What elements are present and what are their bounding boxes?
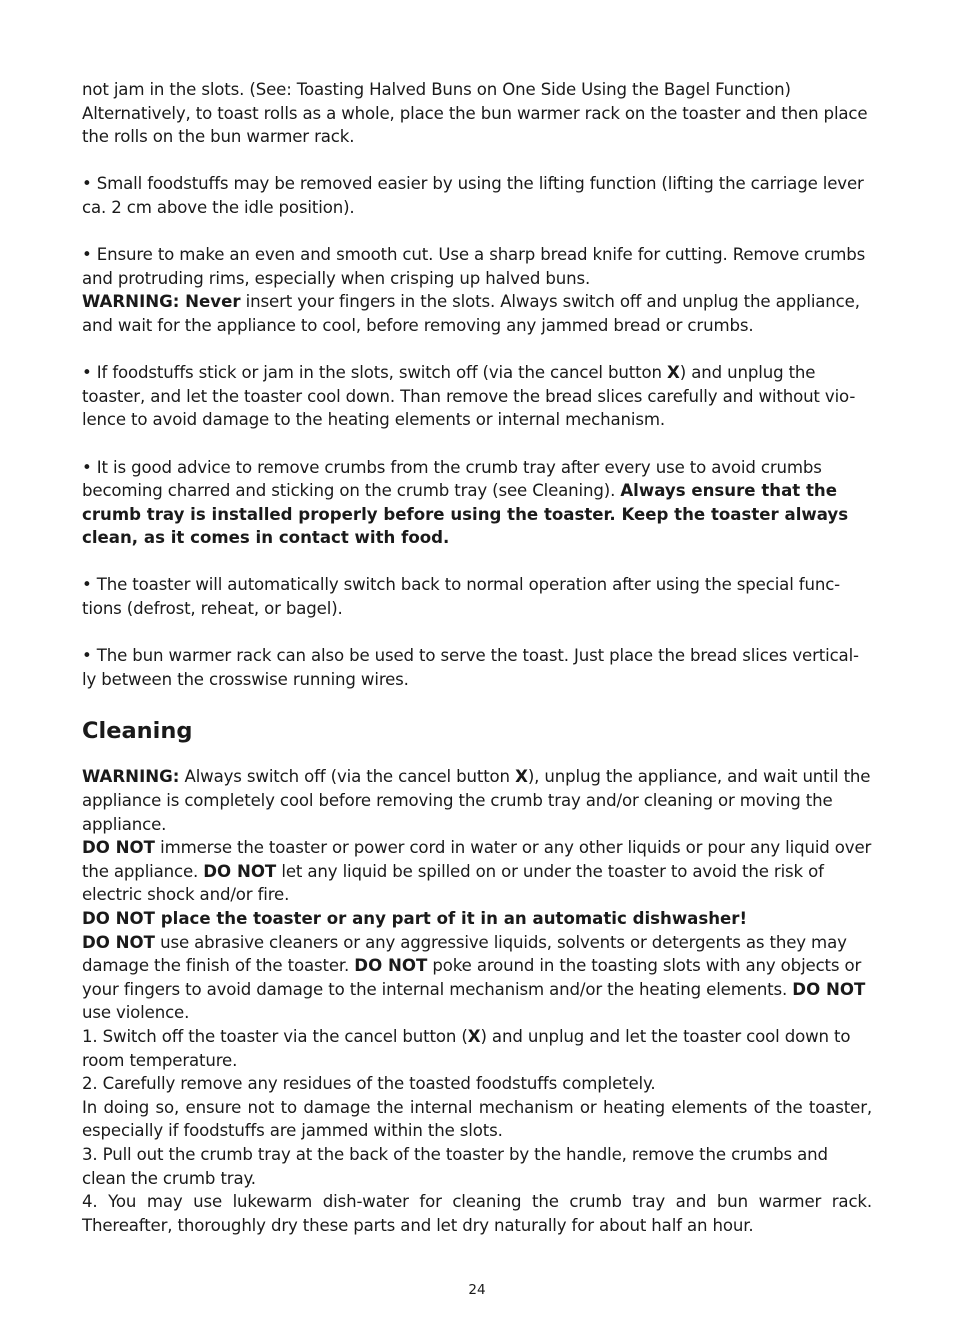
cleaning-step-2-note: In doing so, ensure not to damage the internal mechanism or heating elements of the toaster, especially if foodstuffs are jammed within the slots. [82,1097,872,1141]
jam-text-b: ) and unplug the toaster, and let the toaster cool down. Than remove the bread slices carefully and without vio-lence to avoid damage to the heating elements or internal mechanism. [82,363,856,430]
do-not-label: DO NOT [82,932,155,952]
cleaning-step-3: 3. Pull out the crumb tray at the back of the toaster by the handle, remove the crumbs and clean the crumb tray. [82,1144,828,1188]
intro-paragraph [82,78,872,149]
page-number: 24 [468,1282,486,1298]
warning-never-text: insert your fingers in the slots. Always switch off and unplug the appliance, and wait for the appliance to cool, before removing any jammed bread or crumbs. [82,292,860,335]
abrasive-text-a: use abrasive cleaners or any aggressive liquids, solvents or detergents as they may damage the finish of the toaster. [82,932,847,976]
cleaning-step-1 [82,1025,872,1072]
crumbs-bold-warning: Always ensure that the crumb tray is installed properly before using the toaster. Keep the toaster always clean, as it comes in contact with food. [82,481,849,548]
warning-never-label: WARNING: Never [82,292,241,312]
cleaning-heading: Cleaning [82,718,193,745]
cancel-button-x-symbol: X [666,363,680,383]
do-not-label: DO NOT [792,979,866,999]
cleaning-warning-text-a: Always switch off (via the cancel button [179,767,516,787]
step1-text-b: ) and unplug and let the toaster cool down to room temperature. [82,1026,851,1070]
do-not-abrasive [82,931,872,1025]
bullet-even-cut [82,243,872,337]
do-not-label: DO NOT [203,861,277,881]
crumbs-text: • It is good advice to remove crumbs from the crumb tray after every use to avoid crumbs becoming charred and sticking on the crumb tray (see Cleaning). [82,457,822,501]
do-not-label: DO NOT [354,956,428,976]
immerse-text-b: let any liquid be spilled on or under the toaster to avoid the risk of electric shock and/or fire. [82,861,824,905]
abrasive-text-b: poke around in the toasting slots with any objects or your fingers to avoid damage to the internal mechanism and/or the heating elements. [82,956,862,999]
cleaning-step-2: 2. Carefully remove any residues of the toasted foodstuffs completely. [82,1074,656,1094]
intro-line-2: Alternatively, to toast rolls as a whole, place the bun warmer rack on the toaster and then place the rolls on the bun warmer rack. [82,103,868,147]
jam-text-a: • If foodstuffs stick or jam in the slots, switch off (via the cancel button [82,363,667,383]
bullet-small-foodstuffs: • Small foodstuffs may be removed easier by using the lifting function (lifting the carriage lever ca. 2 cm above the idle position). [82,174,864,217]
bullet-jam [82,361,872,432]
immerse-text-a: immerse the toaster or power cord in water or any other liquids or pour any liquid over the appliance. [82,838,872,881]
bullet-auto-switch: • The toaster will automatically switch back to normal operation after using the special func-tions (defrost, reheat, or bagel). [82,575,841,619]
even-cut-text: • Ensure to make an even and smooth cut. Use a sharp bread knife for cutting. Remove crumbs and protruding rims, especially when crisping up halved buns. [82,245,866,288]
dishwasher-warning [82,907,872,931]
cancel-button-x-symbol: X [467,1026,481,1046]
do-not-immerse [82,836,872,907]
cleaning-step-4: 4. You may use lukewarm dish-water for cleaning the crumb tray and bun warmer rack. Thereafter, thoroughly dry these parts and let dry naturally for about half an hour. [82,1192,872,1235]
bullet-crumbs [82,456,872,550]
cancel-button-x-symbol: X [515,767,528,787]
cleaning-warning-label: WARNING: [82,767,180,787]
intro-line-1: not jam in the slots. (See: Toasting Halved Buns on One Side Using the Bagel Function) [82,80,791,99]
cleaning-warning [82,765,872,836]
dishwasher-warning-text: DO NOT place the toaster or any part of it in an automatic dishwasher! [82,909,748,928]
do-not-label: DO NOT [82,838,155,858]
cleaning-warning-text-b: ), unplug the appliance, and wait until the appliance is completely cool before removing the crumb tray and/or cleaning or moving the appliance. [82,767,871,834]
manual-page-body [82,78,872,1237]
abrasive-text-c: use violence. [82,1003,190,1023]
bullet-serve: • The bun warmer rack can also be used to serve the toast. Just place the bread slices vertical-ly between the crosswise running wires. [82,646,859,689]
step1-text-a: 1. Switch off the toaster via the cancel button ( [82,1026,468,1046]
